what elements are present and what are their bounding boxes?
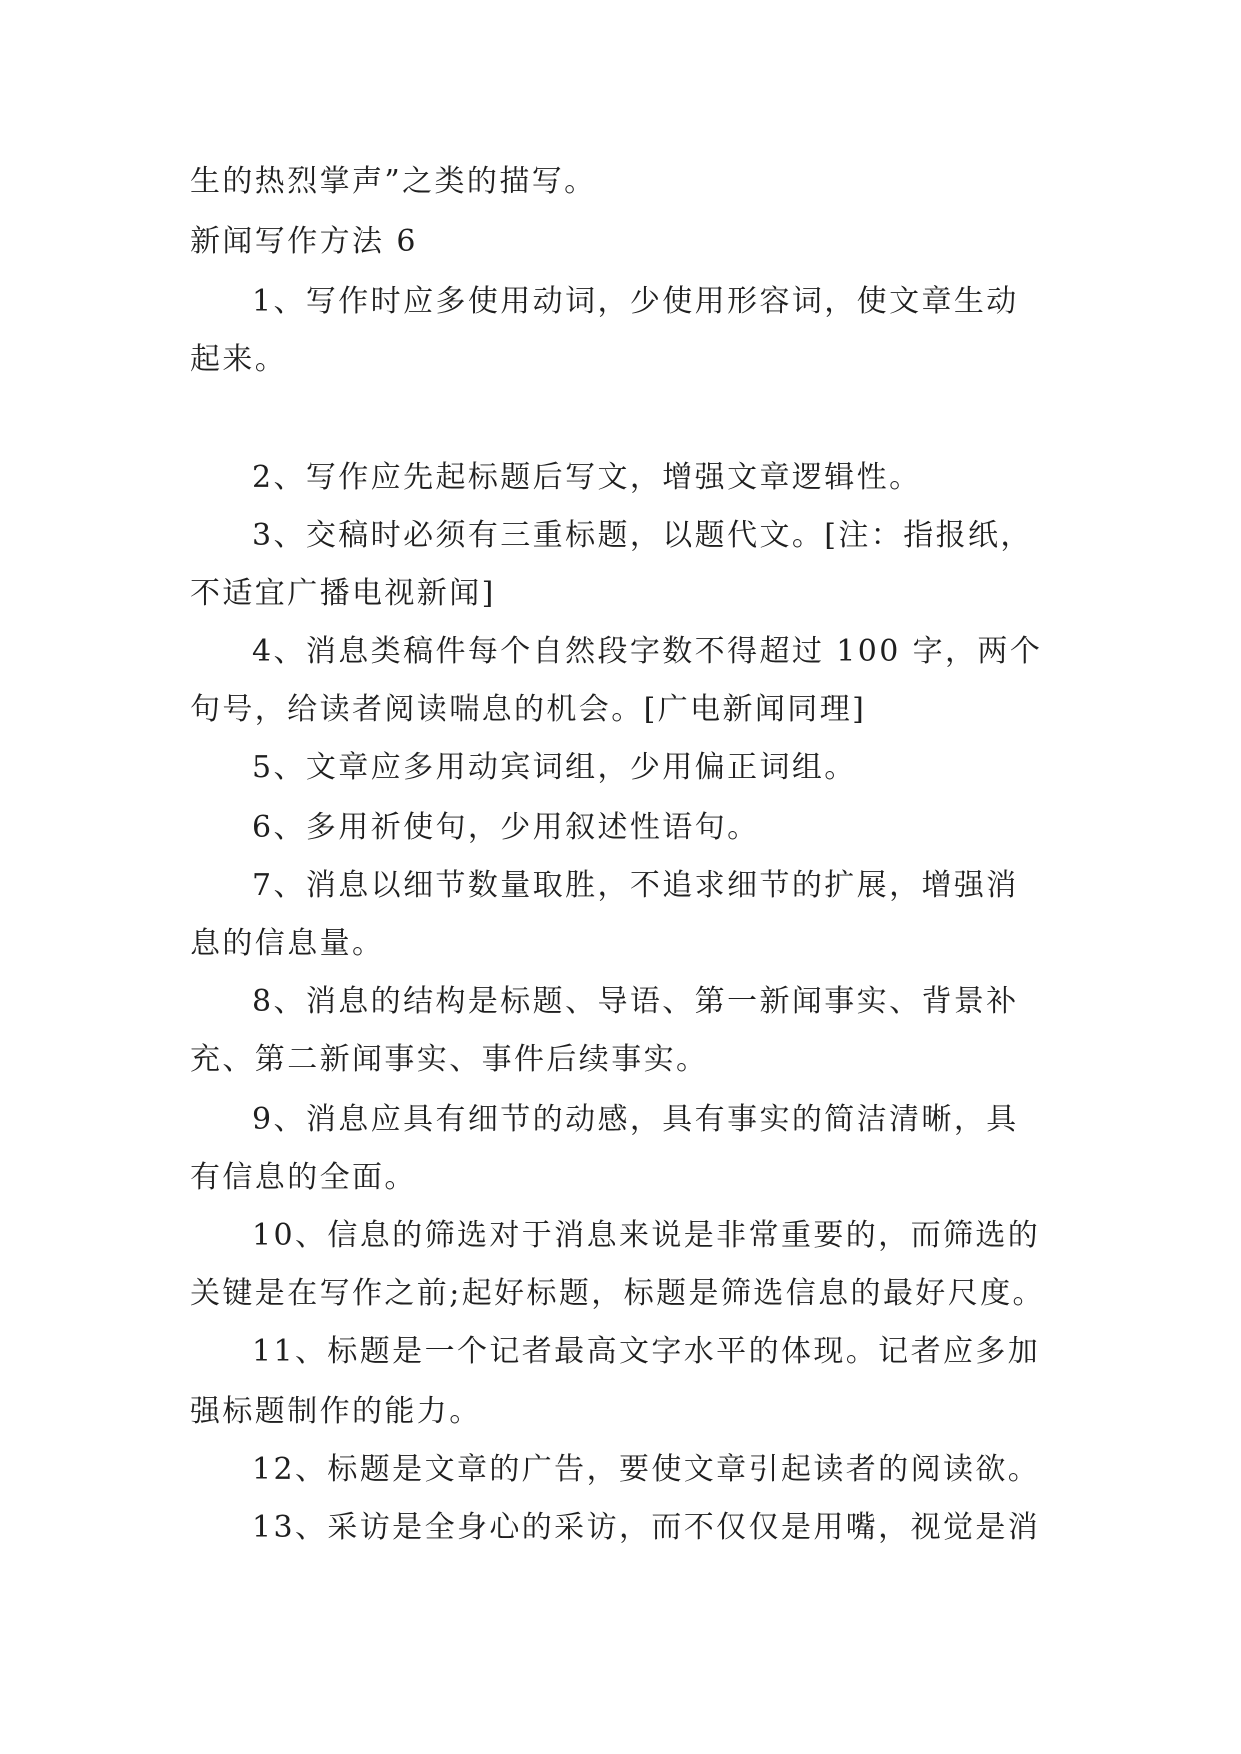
text-line: 有信息的全面。 [190,1160,417,1195]
text-line: 生的热烈掌声”之类的描写。 [190,164,597,199]
text-line: 息的信息量。 [190,926,385,961]
section-heading: 新闻写作方法 6 [190,224,418,259]
text-line: 句号，给读者阅读喘息的机会。[广电新闻同理] [190,692,867,727]
text-line: 12、标题是文章的广告，要使文章引起读者的阅读欲。 [252,1452,1041,1487]
text-line: 关键是在写作之前;起好标题，标题是筛选信息的最好尺度。 [190,1276,1045,1311]
text-line: 3、交稿时必须有三重标题，以题代文。[注：指报纸， [252,518,1033,553]
text-line: 强标题制作的能力。 [190,1394,482,1429]
text-line: 6、多用祈使句，少用叙述性语句。 [252,810,760,845]
text-line: 8、消息的结构是标题、导语、第一新闻事实、背景补 [252,984,1019,1019]
text-line: 10、信息的筛选对于消息来说是非常重要的，而筛选的 [252,1218,1041,1253]
text-line: 9、消息应具有细节的动感，具有事实的简洁清晰，具 [252,1102,1019,1137]
text-line: 13、采访是全身心的采访，而不仅仅是用嘴，视觉是消 [252,1510,1041,1545]
text-line: 充、第二新闻事实、事件后续事实。 [190,1042,709,1077]
text-line: 11、标题是一个记者最高文字水平的体现。记者应多加 [252,1334,1041,1369]
text-line: 5、文章应多用动宾词组，少用偏正词组。 [252,750,857,785]
text-line: 起来。 [190,342,288,377]
text-line: 7、消息以细节数量取胜，不追求细节的扩展，增强消 [252,868,1019,903]
text-line: 1、写作时应多使用动词，少使用形容词，使文章生动 [252,284,1019,319]
text-line: 4、消息类稿件每个自然段字数不得超过 100 字，两个 [252,634,1043,669]
text-line: 不适宜广播电视新闻] [190,576,496,611]
text-line: 2、写作应先起标题后写文，增强文章逻辑性。 [252,460,922,495]
